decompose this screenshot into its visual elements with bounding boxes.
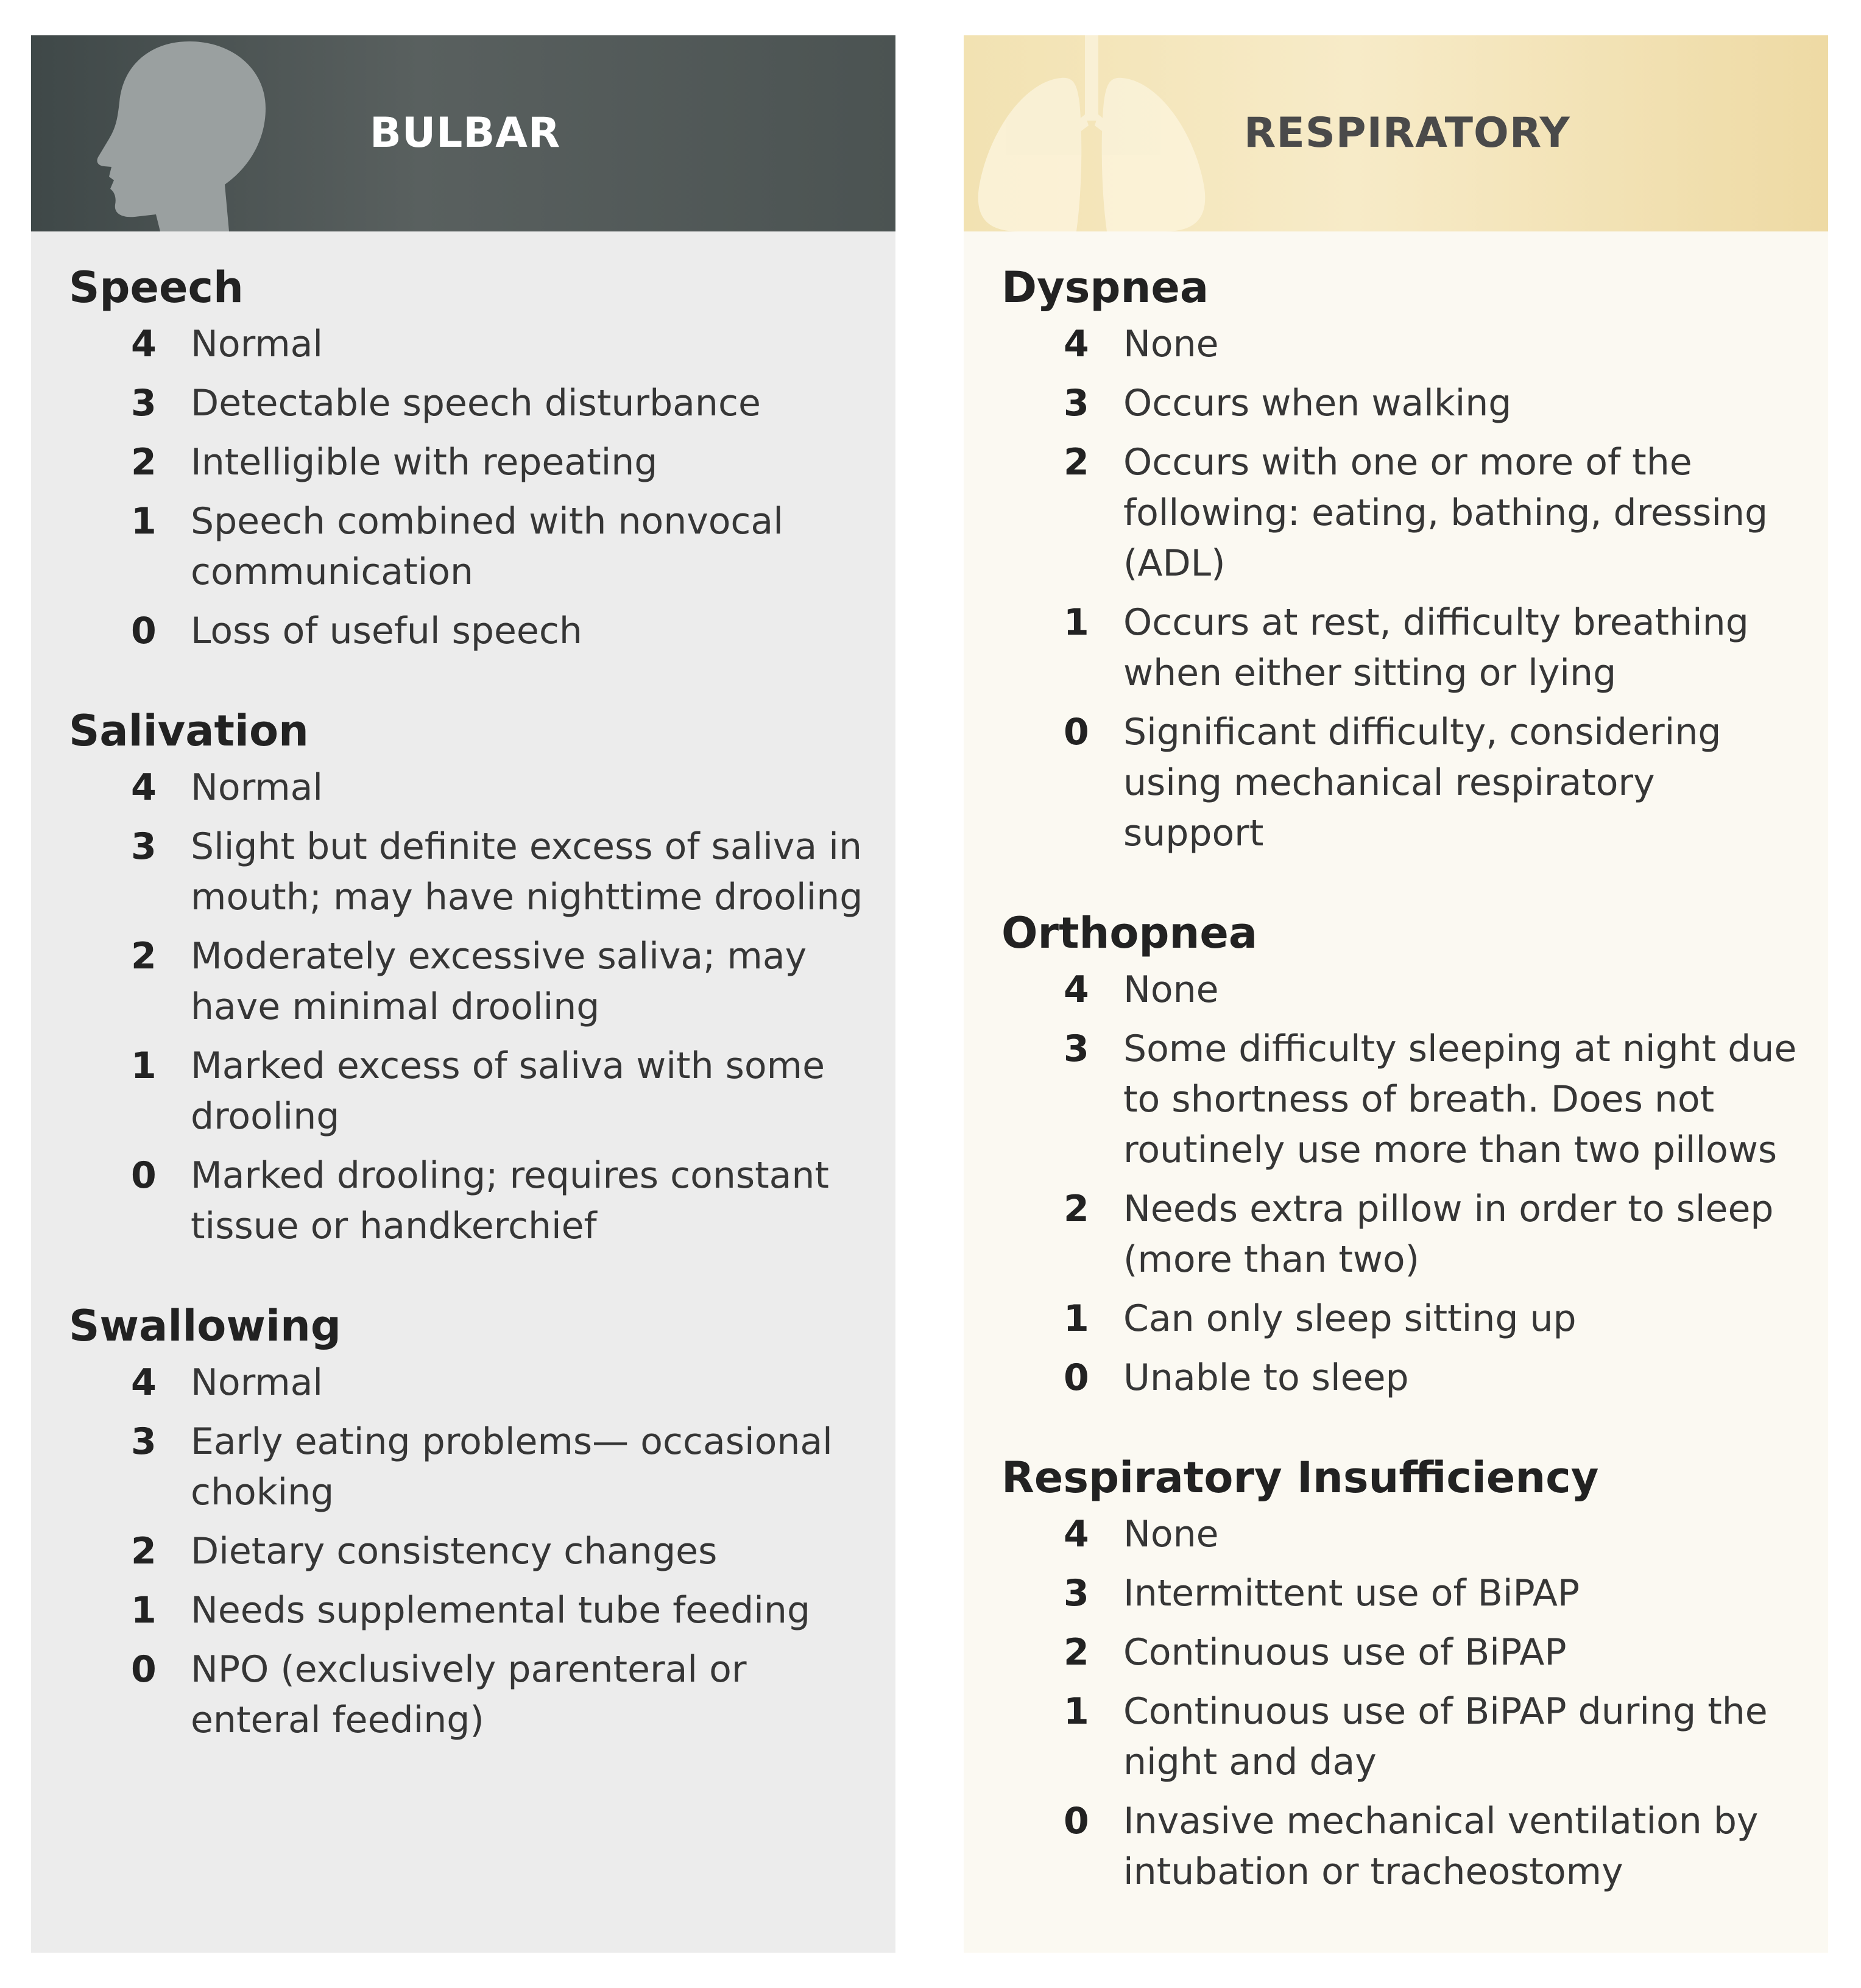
scale-item	[1064, 1627, 1828, 1678]
scale-item	[131, 606, 895, 657]
scale-item	[131, 822, 895, 923]
bulbar-title: BULBAR	[370, 109, 561, 157]
score-value: 0	[131, 610, 157, 652]
score-description: Some difficulty sleeping at night due to shortness of breath. Does not routinely use more than two pillows	[1123, 1027, 1797, 1171]
scale-item	[131, 1041, 895, 1142]
respiratory-header	[964, 35, 1828, 231]
scale-item	[131, 1417, 895, 1518]
score-value: 1	[131, 1589, 157, 1632]
score-value: 2	[1064, 441, 1089, 484]
score-description: Occurs with one or more of the following: eating, bathing, dressing (ADL)	[1123, 441, 1768, 585]
score-value: 2	[131, 441, 157, 484]
scale-item	[1064, 1509, 1828, 1560]
score-value: 4	[131, 323, 157, 365]
scale-item	[1064, 1024, 1828, 1176]
score-description: Speech combined with nonvocal communication	[191, 500, 783, 593]
score-value: 2	[1064, 1631, 1089, 1674]
score-value: 4	[1064, 968, 1089, 1011]
respiratory-section	[964, 1448, 1828, 1897]
score-description: Normal	[191, 1361, 323, 1404]
score-description: Normal	[191, 766, 323, 809]
score-value: 0	[131, 1154, 157, 1197]
scale-item	[1064, 1687, 1828, 1788]
scale-item	[1064, 1184, 1828, 1285]
bulbar-panel	[31, 35, 895, 1953]
score-value: 3	[131, 825, 157, 868]
bulbar-section	[31, 258, 895, 657]
score-description: Slight but definite excess of saliva in mouth; may have nighttime drooling	[191, 825, 863, 918]
score-description: Needs extra pillow in order to sleep (more than two)	[1123, 1188, 1774, 1281]
score-value: 4	[1064, 323, 1089, 365]
scale-item	[1064, 437, 1828, 589]
score-description: NPO (exclusively parenteral or enteral feeding)	[191, 1648, 747, 1741]
section-title: Respiratory Insufficiency	[1001, 1453, 1599, 1503]
score-value: 3	[1064, 1027, 1089, 1070]
scale-item	[1064, 965, 1828, 1015]
score-description: Detectable speech disturbance	[191, 382, 761, 425]
score-description: Can only sleep sitting up	[1123, 1297, 1577, 1340]
scale-item	[131, 319, 895, 370]
bulbar-header	[31, 35, 895, 231]
score-description: Continuous use of BiPAP	[1123, 1631, 1567, 1674]
score-description: Loss of useful speech	[191, 610, 582, 652]
scale-item	[131, 763, 895, 813]
score-description: Continuous use of BiPAP during the night and day	[1123, 1690, 1768, 1783]
scale-item	[131, 437, 895, 488]
score-value: 3	[1064, 1572, 1089, 1615]
section-title: Salivation	[69, 706, 309, 756]
respiratory-panel	[964, 35, 1828, 1953]
score-description: Dietary consistency changes	[191, 1530, 718, 1573]
score-description: None	[1123, 1513, 1219, 1556]
scale-item	[1064, 1568, 1828, 1619]
respiratory-title: RESPIRATORY	[1244, 109, 1570, 157]
scale-item	[1064, 1353, 1828, 1403]
scale-item	[131, 1526, 895, 1577]
scale-item	[131, 496, 895, 597]
score-description: Moderately excessive saliva; may have minimal drooling	[191, 935, 807, 1028]
section-title: Swallowing	[69, 1301, 342, 1351]
score-description: Unable to sleep	[1123, 1356, 1409, 1399]
score-value: 1	[1064, 601, 1089, 644]
bulbar-section	[31, 1297, 895, 1746]
scale-item	[1064, 597, 1828, 699]
score-value: 0	[1064, 1356, 1089, 1399]
bulbar-section	[31, 702, 895, 1252]
score-description: Needs supplemental tube feeding	[191, 1589, 811, 1632]
scale-item	[1064, 1796, 1828, 1897]
score-value: 4	[131, 1361, 157, 1404]
lungs-icon	[964, 35, 1244, 231]
score-value: 3	[131, 382, 157, 425]
score-value: 3	[131, 1420, 157, 1463]
score-value: 3	[1064, 382, 1089, 425]
score-value: 4	[131, 766, 157, 809]
scale-item	[131, 1151, 895, 1252]
score-description: Significant difficulty, considering using mechanical respiratory support	[1123, 711, 1722, 855]
scale-item	[1064, 378, 1828, 429]
score-value: 1	[131, 1045, 157, 1087]
score-description: Normal	[191, 323, 323, 365]
score-value: 2	[131, 935, 157, 978]
respiratory-section	[964, 904, 1828, 1403]
section-title: Dyspnea	[1001, 263, 1209, 312]
score-description: Intermittent use of BiPAP	[1123, 1572, 1580, 1615]
scale-item	[131, 378, 895, 429]
head-silhouette-icon	[31, 35, 311, 231]
score-description: Marked drooling; requires constant tissue or handkerchief	[191, 1154, 829, 1247]
score-value: 0	[1064, 1800, 1089, 1842]
score-value: 2	[131, 1530, 157, 1573]
score-value: 0	[131, 1648, 157, 1691]
score-description: Early eating problems— occasional choking	[191, 1420, 833, 1514]
score-value: 2	[1064, 1188, 1089, 1230]
score-value: 4	[1064, 1513, 1089, 1556]
score-description: Invasive mechanical ventilation by intubation or tracheostomy	[1123, 1800, 1759, 1893]
scale-item	[131, 1644, 895, 1746]
section-title: Speech	[69, 263, 244, 312]
score-value: 1	[131, 500, 157, 543]
respiratory-section	[964, 258, 1828, 859]
scale-item	[131, 931, 895, 1032]
section-title: Orthopnea	[1001, 908, 1258, 958]
score-description: None	[1123, 968, 1219, 1011]
bulbar-content	[31, 231, 895, 1746]
scale-item	[131, 1358, 895, 1408]
scale-item	[131, 1585, 895, 1636]
respiratory-content	[964, 231, 1828, 1897]
score-description: None	[1123, 323, 1219, 365]
score-description: Occurs when walking	[1123, 382, 1512, 425]
score-description: Marked excess of saliva with some drooling	[191, 1045, 825, 1138]
score-value: 1	[1064, 1297, 1089, 1340]
score-value: 1	[1064, 1690, 1089, 1733]
scale-item	[1064, 707, 1828, 859]
scale-item	[1064, 319, 1828, 370]
score-value: 0	[1064, 711, 1089, 753]
score-description: Occurs at rest, difficulty breathing when either sitting or lying	[1123, 601, 1749, 694]
scale-item	[1064, 1294, 1828, 1344]
score-description: Intelligible with repeating	[191, 441, 658, 484]
